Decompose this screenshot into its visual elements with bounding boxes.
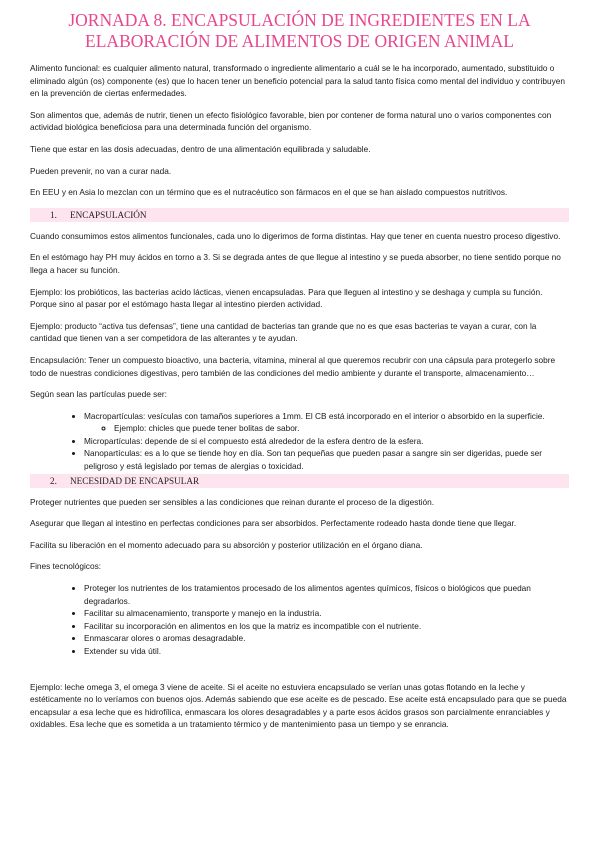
list-item: • Nanopartículas: es a lo que se tiende hoy en día. Son tan pequeñas que pueden pasar a sangre sin ser digeridas, puede ser peligroso y está legislado por temas de alergias o toxicidad.: [84, 447, 569, 472]
spacer: [30, 667, 569, 681]
list-item: • Proteger los nutrientes de los tratamientos procesado de los alimentos agentes químicos, físicos o biológicos que puedan degradarlos.: [84, 582, 569, 607]
section2-paragraph-3: Facilita su liberación en el momento adecuado para su absorción y posterior utilización en el órgano diana.: [30, 539, 423, 550]
list-item: • Enmascarar olores o aromas desagradable.: [84, 632, 569, 645]
section1-paragraph-4: Ejemplo: producto “activa tus defensas”, tiene una cantidad de bacterias tan grande que no es que esas bacterias te vayan a curar, con la cantidad que tienen van a ser competidora de las alterantes y te ayudan.: [30, 320, 537, 344]
section1-paragraph-3: Ejemplo: los probióticos, las bacterias acido lácticas, vienen encapsuladas. Para que lleguen al intestino y se deshaga y cumpla su función. Porque sino al pasar por el estómago hasta llegar al intestino pierden actividad.: [30, 286, 543, 310]
section1-paragraph-1: Cuando consumimos estos alimentos funcionales, cada uno lo digerimos de forma distintas. Hay que tener en cuenta nuestro proceso digestivo.: [30, 230, 561, 241]
intro-paragraph-1: Alimento funcional: es cualquier alimento natural, transformado o ingrediente alimentario a cuál se le ha incorporado, aumentado, substituido o eliminado algún (os) componente (es) que lo hacen tener un beneficio potencial para la salud tanto física como mental del individuo y contribuyen en la prevención de ciertas enfermedades.: [30, 63, 566, 99]
section-number: 2.: [50, 475, 57, 486]
intro-paragraph-3: Tiene que estar en las dosis adecuadas, dentro de una alimentación equilibrada y saludable.: [30, 143, 371, 154]
list-item: • Facilitar su almacenamiento, transporte y manejo en la industria.: [84, 607, 569, 620]
sub-list: [84, 422, 569, 435]
sub-list-item: ◦ Ejemplo: chicles que puede tener bolitas de sabor.: [114, 422, 569, 435]
section2-paragraph-2: Asegurar que llegan al intestino en perfectas condiciones para ser absorbidos. Perfectamente rodeado hasta donde tiene que llegar.: [30, 518, 517, 529]
section-title: NECESIDAD DE ENCAPSULAR: [70, 475, 200, 486]
section-heading-encapsulacion: [30, 208, 569, 222]
section2-paragraph-1: Proteger nutrientes que pueden ser sensibles a las condiciones que reinan durante el proceso de la digestión.: [30, 496, 435, 507]
list-item: • Facilitar su incorporación en alimentos en los que la matriz es incompatible con el nutriente.: [84, 620, 569, 633]
intro-paragraph-4: Pueden prevenir, no van a curar nada.: [30, 165, 172, 176]
particle-list: [30, 410, 569, 473]
intro-paragraph-5: En EEU y en Asia lo mezclan con un término que es el nutracéutico son fármacos en el que se han aislado compuestos nutritivos.: [30, 187, 508, 198]
section1-paragraph-2: En el estómago hay PH muy ácidos en torno a 3. Si se degrada antes de que llegue al intestino y se pueda absorber, no tiene sentido porque no llega a hacer su función.: [30, 252, 561, 275]
list-item-text: Macropartículas: vesículas con tamaños superiores a 1mm. El CB está incorporado en el interior o absorbido en la superficie.: [84, 410, 545, 421]
section-number: 1.: [50, 209, 57, 220]
list-item: [84, 410, 569, 435]
intro-paragraph-2: Son alimentos que, además de nutrir, tienen un efecto fisiológico favorable, bien por contener de forma natural uno o varios componentes con actividad biológica beneficiosa para una determinada función del organismo.: [30, 109, 552, 133]
technological-purposes-list: [30, 582, 569, 658]
section1-paragraph-5: Encapsulación: Tener un compuesto bioactivo, una bacteria, vitamina, mineral al que queremos recubrir con una cápsula para protegerlo sobre todo de nuestras condiciones digestivas, pero también de las condiciones del medio ambiente y durante el transporte, almacenamiento…: [30, 354, 556, 378]
section2-paragraph-4: Fines tecnológicos:: [30, 561, 102, 572]
section-title: ENCAPSULACIÓN: [70, 209, 147, 220]
list-item: • Micropartículas: depende de si el compuesto está alrededor de la esfera dentro de la esfera.: [84, 435, 569, 448]
section-heading-necesidad: [30, 474, 569, 488]
list-item: • Extender su vida útil.: [84, 645, 569, 658]
section1-paragraph-6: Según sean las partículas puede ser:: [30, 389, 167, 400]
example-paragraph: Ejemplo: leche omega 3, el omega 3 viene de aceite. Si el aceite no estuviera encapsulado se verían unas gotas flotando en la leche y estéticamente no lo veríamos con buenos ojos. Además sabiendo que ese aceite es de pescado. Ese aceite está encapsulado para que se pueda encapsular a esa leche que es hidrofílica, enmascara los olores desagradables y a parte esos ácidos grasos son parcialmente enranciables y oxidables. Esa leche que es sometida a un tratamiento térmico y de mantenimiento pasa un tiempo y se enrancia.: [30, 681, 567, 730]
page-title: JORNADA 8. ENCAPSULACIÓN DE INGREDIENTES EN LA ELABORACIÓN DE ALIMENTOS DE ORIGEN ANIMAL: [68, 10, 531, 51]
